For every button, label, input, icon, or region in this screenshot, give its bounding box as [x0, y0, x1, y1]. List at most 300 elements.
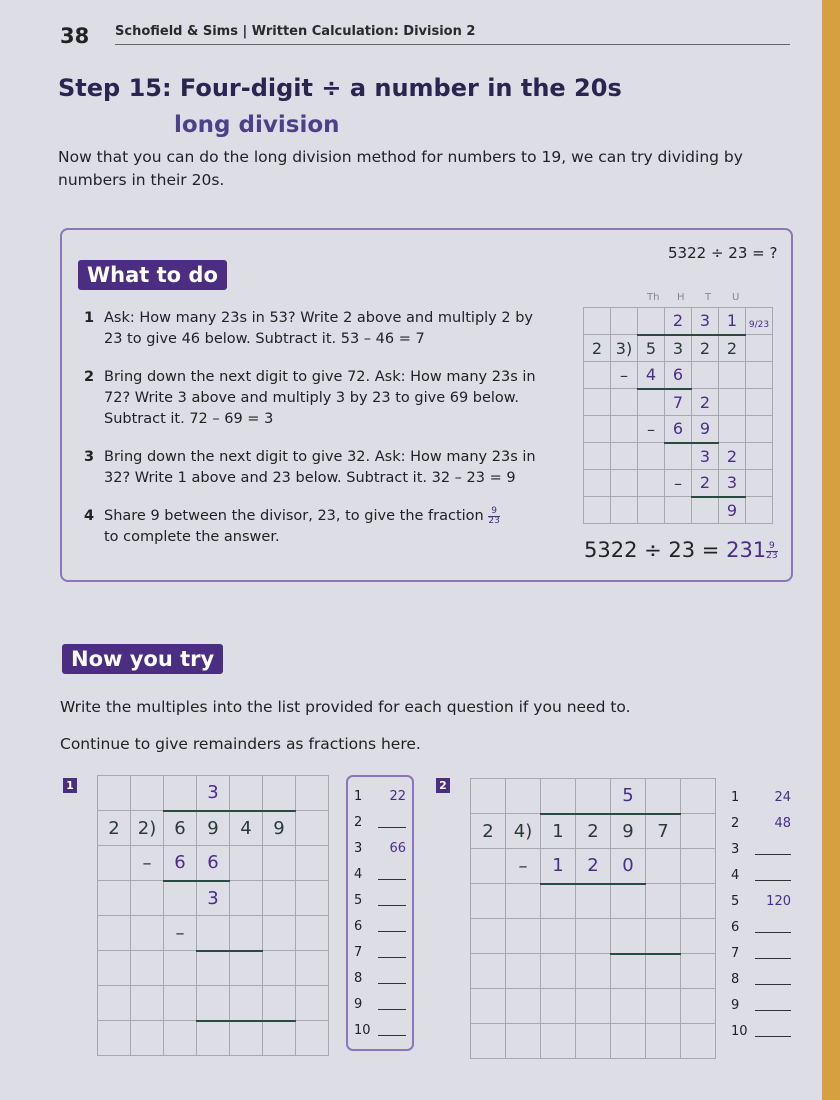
grid-cell[interactable]	[230, 881, 263, 916]
grid-cell[interactable]	[230, 1021, 263, 1056]
multiple-index: 2	[354, 814, 363, 830]
grid-cell[interactable]	[471, 919, 506, 954]
col-header-th: Th	[647, 292, 660, 303]
grid-cell[interactable]	[646, 919, 681, 954]
grid-cell	[665, 497, 692, 524]
grid-cell[interactable]	[131, 951, 164, 986]
grid-cell[interactable]	[230, 846, 263, 881]
cell-digit: –	[620, 365, 628, 385]
grid-cell[interactable]	[681, 814, 716, 849]
grid-cell[interactable]	[541, 884, 576, 919]
grid-cell[interactable]	[471, 1024, 506, 1059]
steps-list	[84, 308, 544, 565]
grid-cell[interactable]	[611, 919, 646, 954]
grid-cell[interactable]	[611, 814, 646, 849]
fraction-numerator: 9	[766, 542, 777, 552]
grid-cell	[692, 389, 719, 416]
grid-cell[interactable]	[541, 919, 576, 954]
fraction	[488, 507, 499, 526]
grid-cell[interactable]	[576, 919, 611, 954]
multiple-index: 7	[354, 944, 363, 960]
grid-cell[interactable]	[576, 849, 611, 884]
multiple-row	[731, 784, 791, 810]
grid-cell	[611, 335, 638, 362]
grid-row	[584, 416, 773, 443]
grid-cell	[692, 416, 719, 443]
step-4	[84, 505, 544, 548]
cell-digit: 2	[726, 338, 738, 358]
multiple-index: 6	[354, 918, 363, 934]
cell-digit: 6	[207, 852, 219, 874]
cell-digit: 1	[726, 311, 738, 331]
cell-digit: –	[518, 855, 528, 877]
grid-cell[interactable]	[131, 986, 164, 1021]
grid-row	[98, 951, 329, 986]
grid-cell[interactable]	[263, 846, 296, 881]
grid-cell	[638, 470, 665, 497]
grid-cell[interactable]	[98, 776, 131, 811]
multiple-index: 10	[731, 1023, 748, 1039]
grid-cell[interactable]	[164, 1021, 197, 1056]
grid-cell[interactable]	[646, 779, 681, 814]
multiple-blank-input[interactable]	[378, 868, 406, 880]
grid-cell[interactable]	[681, 884, 716, 919]
grid-cell[interactable]	[263, 1021, 296, 1056]
grid-cell[interactable]	[197, 811, 230, 846]
grid-cell[interactable]	[98, 986, 131, 1021]
grid-row	[471, 849, 716, 884]
grid-row	[98, 986, 329, 1021]
multiple-index: 5	[354, 892, 363, 908]
grid-cell	[719, 308, 746, 335]
col-header-u: U	[732, 292, 740, 303]
multiple-index: 7	[731, 945, 740, 961]
grid-cell	[638, 416, 665, 443]
grid-row	[98, 1021, 329, 1056]
multiple-index: 10	[354, 1022, 371, 1038]
cell-digit: 3	[207, 782, 219, 804]
grid-cell[interactable]	[263, 951, 296, 986]
multiple-row	[354, 783, 406, 809]
grid-cell	[584, 308, 611, 335]
grid-cell[interactable]	[296, 1021, 329, 1056]
multiple-blank-input[interactable]	[755, 1025, 791, 1037]
grid-cell[interactable]	[296, 986, 329, 1021]
cell-digit: –	[674, 473, 682, 493]
grid-cell	[665, 308, 692, 335]
step-number: 1	[84, 310, 95, 326]
col-header-h: H	[677, 292, 685, 303]
grid-cell[interactable]	[197, 881, 230, 916]
grid-cell[interactable]	[506, 849, 541, 884]
grid-cell[interactable]	[263, 881, 296, 916]
grid-cell[interactable]	[230, 811, 263, 846]
multiple-row	[354, 809, 406, 835]
grid-row	[584, 389, 773, 416]
multiple-row	[731, 836, 791, 862]
grid-cell[interactable]	[197, 846, 230, 881]
question-1-multiples[interactable]	[346, 775, 414, 1051]
grid-cell[interactable]	[506, 989, 541, 1024]
cell-digit: 4	[240, 817, 252, 839]
grid-cell	[665, 443, 692, 470]
grid-cell[interactable]	[471, 954, 506, 989]
grid-cell[interactable]	[230, 776, 263, 811]
example-question: 5322 ÷ 23 = ?	[668, 244, 778, 262]
grid-cell[interactable]	[611, 989, 646, 1024]
grid-cell[interactable]	[506, 779, 541, 814]
answer-lhs: 5322 ÷ 23 =	[584, 538, 720, 562]
grid-cell[interactable]	[230, 951, 263, 986]
grid-cell	[692, 470, 719, 497]
grid-row	[471, 884, 716, 919]
grid-cell	[665, 470, 692, 497]
grid-cell[interactable]	[296, 916, 329, 951]
multiple-value: 48	[774, 815, 791, 831]
multiple-index: 4	[731, 867, 740, 883]
multiple-blank-input[interactable]	[378, 1024, 406, 1036]
cell-digit: 2	[672, 311, 684, 331]
cell-digit: 6	[672, 365, 684, 385]
grid-cell	[719, 443, 746, 470]
multiple-blank-input[interactable]	[755, 999, 791, 1011]
multiple-index: 8	[731, 971, 740, 987]
grid-cell[interactable]	[98, 1021, 131, 1056]
grid-cell	[746, 308, 773, 335]
grid-cell[interactable]	[296, 811, 329, 846]
grid-cell	[746, 362, 773, 389]
cell-digit: 2	[591, 338, 603, 358]
multiple-blank-input[interactable]	[378, 920, 406, 932]
grid-cell	[746, 497, 773, 524]
grid-cell	[584, 470, 611, 497]
grid-cell	[638, 497, 665, 524]
grid-cell[interactable]	[646, 1024, 681, 1059]
multiple-blank-input[interactable]	[755, 843, 791, 855]
multiple-value: 120	[766, 893, 791, 909]
cell-digit: 3)	[615, 338, 633, 358]
example-answer	[584, 538, 778, 562]
grid-cell	[746, 389, 773, 416]
grid-cell	[692, 308, 719, 335]
question-2-multiples[interactable]	[725, 778, 797, 1050]
question-2-badge: 2	[436, 778, 450, 793]
question-1-badge: 1	[63, 778, 77, 793]
grid-row	[471, 779, 716, 814]
grid-cell[interactable]	[646, 884, 681, 919]
grid-cell[interactable]	[541, 989, 576, 1024]
cell-digit: 9	[726, 500, 738, 520]
grid-cell[interactable]	[611, 849, 646, 884]
grid-cell	[692, 443, 719, 470]
grid-cell[interactable]	[263, 986, 296, 1021]
grid-cell[interactable]	[541, 849, 576, 884]
page-subtitle: long division	[174, 112, 340, 138]
grid-cell[interactable]	[541, 1024, 576, 1059]
grid-row	[584, 362, 773, 389]
grid-cell	[719, 470, 746, 497]
multiple-index: 3	[731, 841, 740, 857]
multiple-value: 24	[774, 789, 791, 805]
grid-cell[interactable]	[471, 814, 506, 849]
grid-cell[interactable]	[164, 811, 197, 846]
grid-cell[interactable]	[506, 1024, 541, 1059]
grid-cell[interactable]	[131, 916, 164, 951]
grid-cell	[692, 335, 719, 362]
grid-cell[interactable]	[263, 811, 296, 846]
multiple-index: 8	[354, 970, 363, 986]
grid-cell[interactable]	[646, 814, 681, 849]
grid-cell	[638, 389, 665, 416]
fraction-denominator: 23	[488, 515, 500, 526]
grid-cell[interactable]	[131, 776, 164, 811]
multiple-value: 66	[389, 840, 406, 856]
grid-cell[interactable]	[541, 954, 576, 989]
multiple-index: 9	[731, 997, 740, 1013]
grid-cell[interactable]	[681, 779, 716, 814]
grid-cell[interactable]	[681, 954, 716, 989]
cell-digit: 2	[699, 338, 711, 358]
grid-cell[interactable]	[164, 986, 197, 1021]
grid-cell[interactable]	[131, 1021, 164, 1056]
grid-cell	[665, 335, 692, 362]
grid-row	[98, 776, 329, 811]
grid-cell[interactable]	[611, 884, 646, 919]
grid-cell	[638, 335, 665, 362]
grid-cell[interactable]	[576, 1024, 611, 1059]
cell-digit: –	[175, 922, 185, 944]
multiple-index: 5	[731, 893, 740, 909]
multiple-index: 9	[354, 996, 363, 1012]
multiple-blank-input[interactable]	[755, 921, 791, 933]
grid-row	[584, 470, 773, 497]
cell-digit: 1	[552, 855, 564, 877]
grid-cell[interactable]	[164, 951, 197, 986]
grid-cell[interactable]	[197, 776, 230, 811]
cell-digit: 7	[657, 820, 669, 842]
cell-digit: 2	[108, 817, 120, 839]
grid-cell	[692, 362, 719, 389]
grid-cell	[584, 497, 611, 524]
multiple-blank-input[interactable]	[378, 946, 406, 958]
multiple-blank-input[interactable]	[755, 973, 791, 985]
page-title: Step 15: Four-digit ÷ a number in the 20s	[58, 74, 622, 102]
cell-digit: 3	[699, 311, 711, 331]
page-number: 38	[60, 24, 90, 48]
grid-cell	[611, 389, 638, 416]
grid-cell[interactable]	[98, 881, 131, 916]
cell-digit: 0	[622, 855, 634, 877]
step-number: 4	[84, 508, 95, 524]
grid-cell[interactable]	[263, 776, 296, 811]
step-text: Bring down the next digit to give 32. Ask: How many 23s in 32? Write 1 above and 23 below. Subtract it. 32 – 23 = 9	[104, 449, 536, 486]
grid-cell	[746, 443, 773, 470]
instruction-2: Continue to give remainders as fractions here.	[60, 735, 421, 753]
multiple-index: 2	[731, 815, 740, 831]
now-you-try-label: Now you try	[62, 644, 223, 674]
cell-digit: 4)	[513, 820, 533, 842]
multiple-row	[354, 939, 406, 965]
grid-cell	[719, 362, 746, 389]
grid-cell[interactable]	[230, 916, 263, 951]
multiple-index: 6	[731, 919, 740, 935]
grid-row	[584, 497, 773, 524]
grid-cell	[611, 416, 638, 443]
multiple-row	[354, 1017, 406, 1043]
cell-digit: 9	[273, 817, 285, 839]
grid-cell[interactable]	[197, 916, 230, 951]
grid-cell[interactable]	[164, 776, 197, 811]
step-number: 3	[84, 449, 95, 465]
header-rule	[115, 44, 790, 45]
cell-digit: 2	[587, 855, 599, 877]
grid-cell	[638, 308, 665, 335]
step-text: Share 9 between the divisor, 23, to give the fraction	[104, 508, 484, 524]
question-1-grid[interactable]	[97, 775, 329, 1056]
grid-cell	[665, 362, 692, 389]
instruction-1: Write the multiples into the list provided for each question if you need to.	[60, 698, 631, 716]
grid-cell[interactable]	[541, 779, 576, 814]
grid-cell[interactable]	[646, 954, 681, 989]
grid-cell[interactable]	[230, 986, 263, 1021]
grid-cell[interactable]	[471, 779, 506, 814]
answer-whole: 231	[726, 538, 767, 562]
cell-digit: 6	[672, 419, 684, 439]
col-header-t: T	[705, 292, 712, 303]
grid-cell[interactable]	[646, 849, 681, 884]
grid-cell[interactable]	[611, 954, 646, 989]
fraction-denominator: 23	[766, 550, 778, 561]
multiple-index: 1	[354, 788, 363, 804]
cell-digit: 3	[726, 473, 738, 493]
cell-digit: –	[647, 419, 655, 439]
grid-cell	[584, 335, 611, 362]
grid-cell[interactable]	[506, 919, 541, 954]
cell-digit: 7	[672, 392, 684, 412]
grid-cell[interactable]	[576, 814, 611, 849]
cell-digit: 2	[699, 392, 711, 412]
grid-cell[interactable]	[131, 881, 164, 916]
grid-cell	[692, 497, 719, 524]
grid-cell[interactable]	[681, 989, 716, 1024]
multiple-blank-input[interactable]	[378, 972, 406, 984]
grid-cell[interactable]	[131, 846, 164, 881]
multiple-row	[354, 887, 406, 913]
grid-cell[interactable]	[681, 919, 716, 954]
grid-row	[98, 881, 329, 916]
grid-row	[584, 443, 773, 470]
multiple-blank-input[interactable]	[378, 998, 406, 1010]
grid-cell[interactable]	[681, 849, 716, 884]
grid-cell[interactable]	[98, 916, 131, 951]
multiple-row	[731, 888, 791, 914]
grid-cell[interactable]	[296, 881, 329, 916]
grid-cell[interactable]	[576, 779, 611, 814]
intro-text: Now that you can do the long division method for numbers to 19, we can try dividing by numbers in their 20s.	[58, 148, 743, 189]
grid-cell[interactable]	[164, 846, 197, 881]
grid-cell	[638, 443, 665, 470]
grid-cell[interactable]	[576, 954, 611, 989]
grid-cell[interactable]	[611, 1024, 646, 1059]
grid-cell	[611, 362, 638, 389]
grid-cell[interactable]	[506, 814, 541, 849]
cell-digit: 1	[552, 820, 564, 842]
grid-cell[interactable]	[98, 846, 131, 881]
step-text: Bring down the next digit to give 72. Ask: How many 23s in 72? Write 3 above and multiply 3 by 23 to give 69 below. Subtract it. 72 – 69 = 3	[104, 369, 536, 427]
grid-cell	[719, 497, 746, 524]
multiple-blank-input[interactable]	[755, 869, 791, 881]
grid-cell[interactable]	[263, 916, 296, 951]
cell-digit: 6	[174, 852, 186, 874]
example-division-grid	[583, 307, 773, 524]
multiple-row	[354, 965, 406, 991]
multiple-blank-input[interactable]	[378, 894, 406, 906]
grid-cell[interactable]	[98, 951, 131, 986]
grid-cell[interactable]	[576, 989, 611, 1024]
running-head: Schofield & Sims | Written Calculation: Division 2	[115, 24, 476, 39]
grid-cell[interactable]	[471, 989, 506, 1024]
grid-cell	[611, 443, 638, 470]
multiple-row	[731, 862, 791, 888]
question-2-grid[interactable]	[470, 778, 716, 1059]
grid-row	[471, 989, 716, 1024]
grid-cell	[746, 335, 773, 362]
grid-cell[interactable]	[197, 986, 230, 1021]
grid-cell[interactable]	[296, 951, 329, 986]
cell-digit: 3	[672, 338, 684, 358]
multiple-blank-input[interactable]	[755, 947, 791, 959]
grid-cell[interactable]	[197, 951, 230, 986]
grid-cell[interactable]	[541, 814, 576, 849]
grid-cell[interactable]	[646, 989, 681, 1024]
grid-cell[interactable]	[98, 811, 131, 846]
grid-cell	[584, 362, 611, 389]
grid-cell[interactable]	[471, 849, 506, 884]
grid-cell[interactable]	[164, 916, 197, 951]
multiple-row	[354, 835, 406, 861]
grid-cell	[584, 389, 611, 416]
grid-cell[interactable]	[471, 884, 506, 919]
grid-cell[interactable]	[197, 1021, 230, 1056]
multiple-blank-input[interactable]	[378, 816, 406, 828]
cell-digit: 2	[587, 820, 599, 842]
grid-cell[interactable]	[506, 954, 541, 989]
grid-cell[interactable]	[611, 779, 646, 814]
grid-cell	[665, 416, 692, 443]
cell-digit: 9	[699, 419, 711, 439]
grid-cell	[611, 308, 638, 335]
grid-cell[interactable]	[296, 846, 329, 881]
grid-row	[98, 916, 329, 951]
multiple-row	[731, 940, 791, 966]
multiple-row	[354, 913, 406, 939]
grid-cell[interactable]	[681, 1024, 716, 1059]
multiple-value: 22	[389, 788, 406, 804]
grid-cell	[746, 470, 773, 497]
multiple-row	[731, 810, 791, 836]
grid-cell	[719, 416, 746, 443]
grid-cell[interactable]	[296, 776, 329, 811]
step-2	[84, 367, 544, 430]
cell-digit: 2	[726, 446, 738, 466]
grid-cell[interactable]	[164, 881, 197, 916]
grid-cell[interactable]	[506, 884, 541, 919]
grid-cell[interactable]	[131, 811, 164, 846]
grid-cell	[584, 416, 611, 443]
grid-cell[interactable]	[576, 884, 611, 919]
cell-digit: 2	[482, 820, 494, 842]
step-number: 2	[84, 369, 95, 385]
